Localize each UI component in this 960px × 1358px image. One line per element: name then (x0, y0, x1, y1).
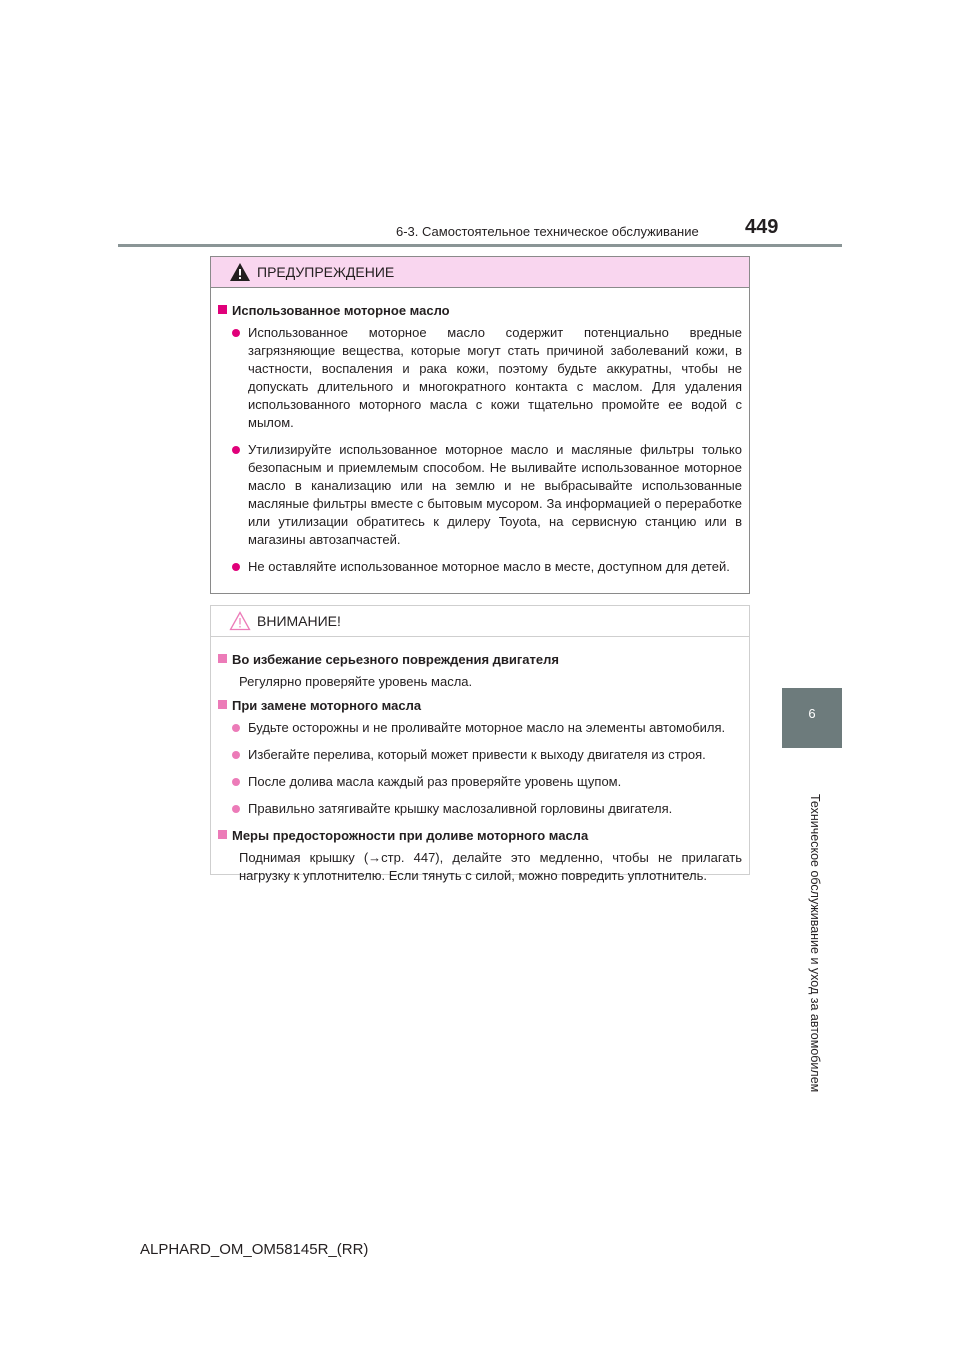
bullet-dot-icon (232, 329, 240, 337)
header-section-title: 6-3. Самостоятельное техническое обслуживание (396, 224, 699, 239)
warning-item-text: Утилизируйте использованное моторное масло и масляные фильтры только безопасным и приемлемым способом. Не выливайте использованное моторное масло в канализацию или на землю и не выбрасывайте использованные масляные фильтры вместе с бытовым мусором. За информацией о переработке или утилизации обратитесь к дилеру Toyota, на сервисную станцию или в магазины автозапчастей. (248, 442, 742, 547)
page-number: 449 (745, 216, 779, 238)
warning-item (232, 324, 742, 432)
caution-label: ВНИМАНИЕ! (257, 613, 341, 629)
caution-paragraph: Поднимая крышку (→стр. 447), делайте это медленно, чтобы не прилагать нагрузку к уплотнителю. Если тянуть с силой, можно повредить уплотнитель. (239, 850, 742, 883)
warning-item (232, 558, 742, 576)
chapter-tab[interactable] (782, 688, 842, 748)
bullet-dot-icon (232, 724, 240, 732)
warning-box (210, 256, 750, 594)
caution-item-text: После долива масла каждый раз проверяйте уровень щупом. (248, 774, 622, 789)
warning-section-title: Использованное моторное масло (232, 303, 450, 318)
bullet-dot-icon (232, 751, 240, 759)
caution-item-text: Правильно затягивайте крышку маслозаливной горловины двигателя. (248, 801, 673, 816)
caution-section-title: Меры предосторожности при доливе моторного масла (232, 828, 589, 843)
warning-item (232, 441, 742, 549)
caution-item (232, 746, 742, 764)
caution-triangle-icon (229, 611, 251, 631)
bullet-dot-icon (232, 446, 240, 454)
header-divider (118, 244, 842, 247)
caution-section-heading (218, 827, 742, 845)
caution-section-title: При замене моторного масла (232, 698, 422, 713)
caution-item-text: Избегайте перелива, который может привести к выходу двигателя из строя. (248, 747, 706, 762)
bullet-dot-icon (232, 805, 240, 813)
caution-body (211, 637, 749, 885)
square-bullet-icon (218, 830, 227, 839)
caution-paragraph: Регулярно проверяйте уровень масла. (239, 674, 473, 689)
caution-item (232, 800, 742, 818)
caution-header (211, 606, 749, 637)
warning-item-text: Использованное моторное масло содержит потенциально вредные загрязняющие вещества, которые могут стать причиной заболеваний кожи, в частности, воспаления и рака кожи, поэтому будьте аккуратны, чтобы не допускать длительного и многократного контакта с маслом. Для удаления использованного моторного масла с кожи тщательно промойте ее водой с мылом. (248, 325, 742, 430)
warning-section-heading (218, 302, 742, 320)
chapter-number: 6 (808, 706, 816, 721)
warning-item-text: Не оставляйте использованное моторное масло в месте, доступном для детей. (248, 559, 730, 574)
caution-section-heading (218, 697, 742, 715)
caution-box (210, 605, 750, 883)
warning-triangle-icon (229, 262, 251, 282)
square-bullet-icon (218, 654, 227, 663)
document-id: ALPHARD_OM_OM58145R_(RR) (140, 1241, 369, 1258)
caution-item (232, 719, 742, 737)
square-bullet-icon (218, 305, 227, 314)
bullet-dot-icon (232, 563, 240, 571)
caution-section-title: Во избежание серьезного повреждения двигателя (232, 652, 559, 667)
chapter-title-vertical: Техническое обслуживание и уход за автомобилем (808, 794, 822, 1093)
caution-section-heading (218, 651, 742, 669)
warning-header (211, 257, 749, 288)
square-bullet-icon (218, 700, 227, 709)
warning-label: ПРЕДУПРЕЖДЕНИЕ (257, 264, 395, 280)
bullet-dot-icon (232, 778, 240, 786)
warning-body (211, 288, 749, 576)
caution-item-text: Будьте осторожны и не проливайте моторное масло на элементы автомобиля. (248, 720, 726, 735)
caution-item (232, 773, 742, 791)
